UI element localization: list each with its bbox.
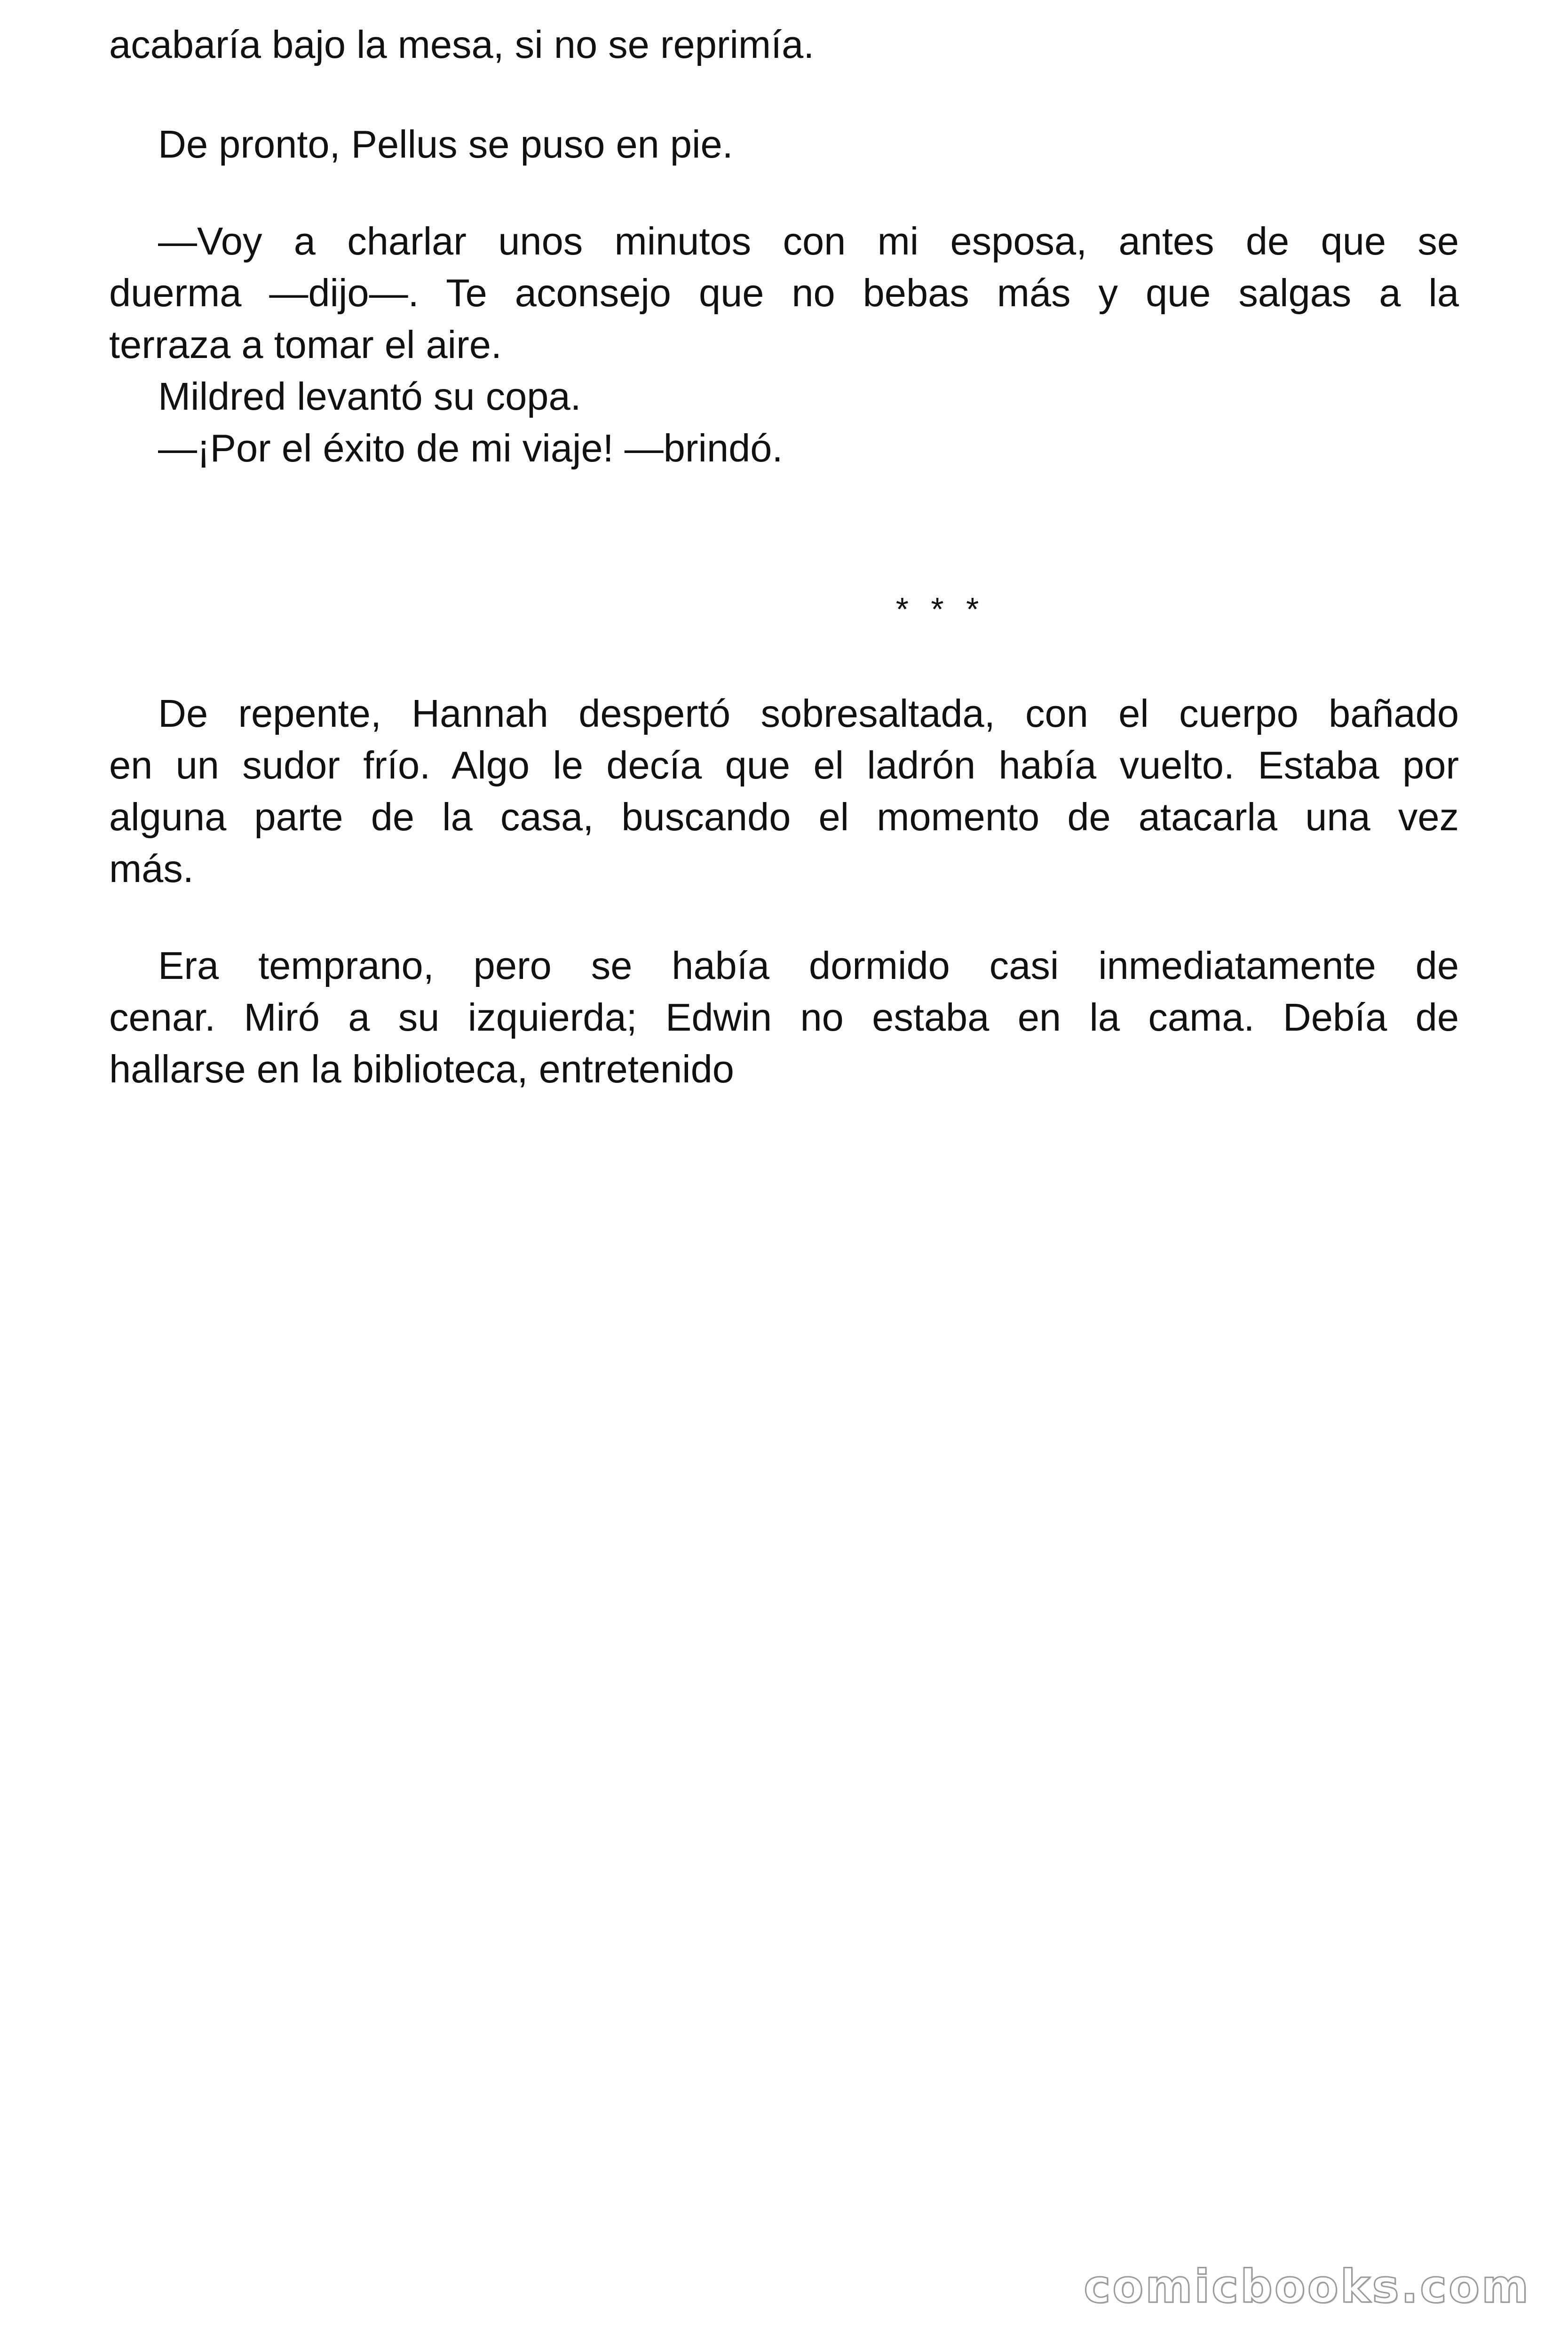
text-line: duerma —dijo—. Te aconsejo que no bebas más y que salgas a la xyxy=(109,271,1459,315)
text-line: —¡Por el éxito de mi viaje! —brindó. xyxy=(158,426,783,470)
text-line: hallarse en la biblioteca, entretenido xyxy=(109,1047,734,1091)
text-line: —Voy a charlar unos minutos con mi esposa, antes de que se xyxy=(158,219,1459,263)
text-line: más. xyxy=(109,847,194,890)
text-line: alguna parte de la casa, buscando el momento de atacarla una vez xyxy=(109,795,1459,839)
watermark-logo: comicbooks.com xyxy=(1084,2260,1530,2313)
text-line: Era temprano, pero se había dormido casi inmediatamente de xyxy=(158,944,1459,987)
text-line: terraza a tomar el aire. xyxy=(109,323,502,366)
text-line: Mildred levantó su copa. xyxy=(158,374,581,418)
text-line: cenar. Miró a su izquierda; Edwin no estaba en la cama. Debía de xyxy=(109,995,1459,1039)
text-line: en un sudor frío. Algo le decía que el ladrón había vuelto. Estaba por xyxy=(109,743,1459,787)
text-line: acabaría bajo la mesa, si no se reprimía. xyxy=(109,23,815,66)
text-line: De repente, Hannah despertó sobresaltada, con el cuerpo bañado xyxy=(158,691,1459,735)
text-line: De pronto, Pellus se puso en pie. xyxy=(158,122,733,166)
section-break: * * * xyxy=(895,591,986,628)
